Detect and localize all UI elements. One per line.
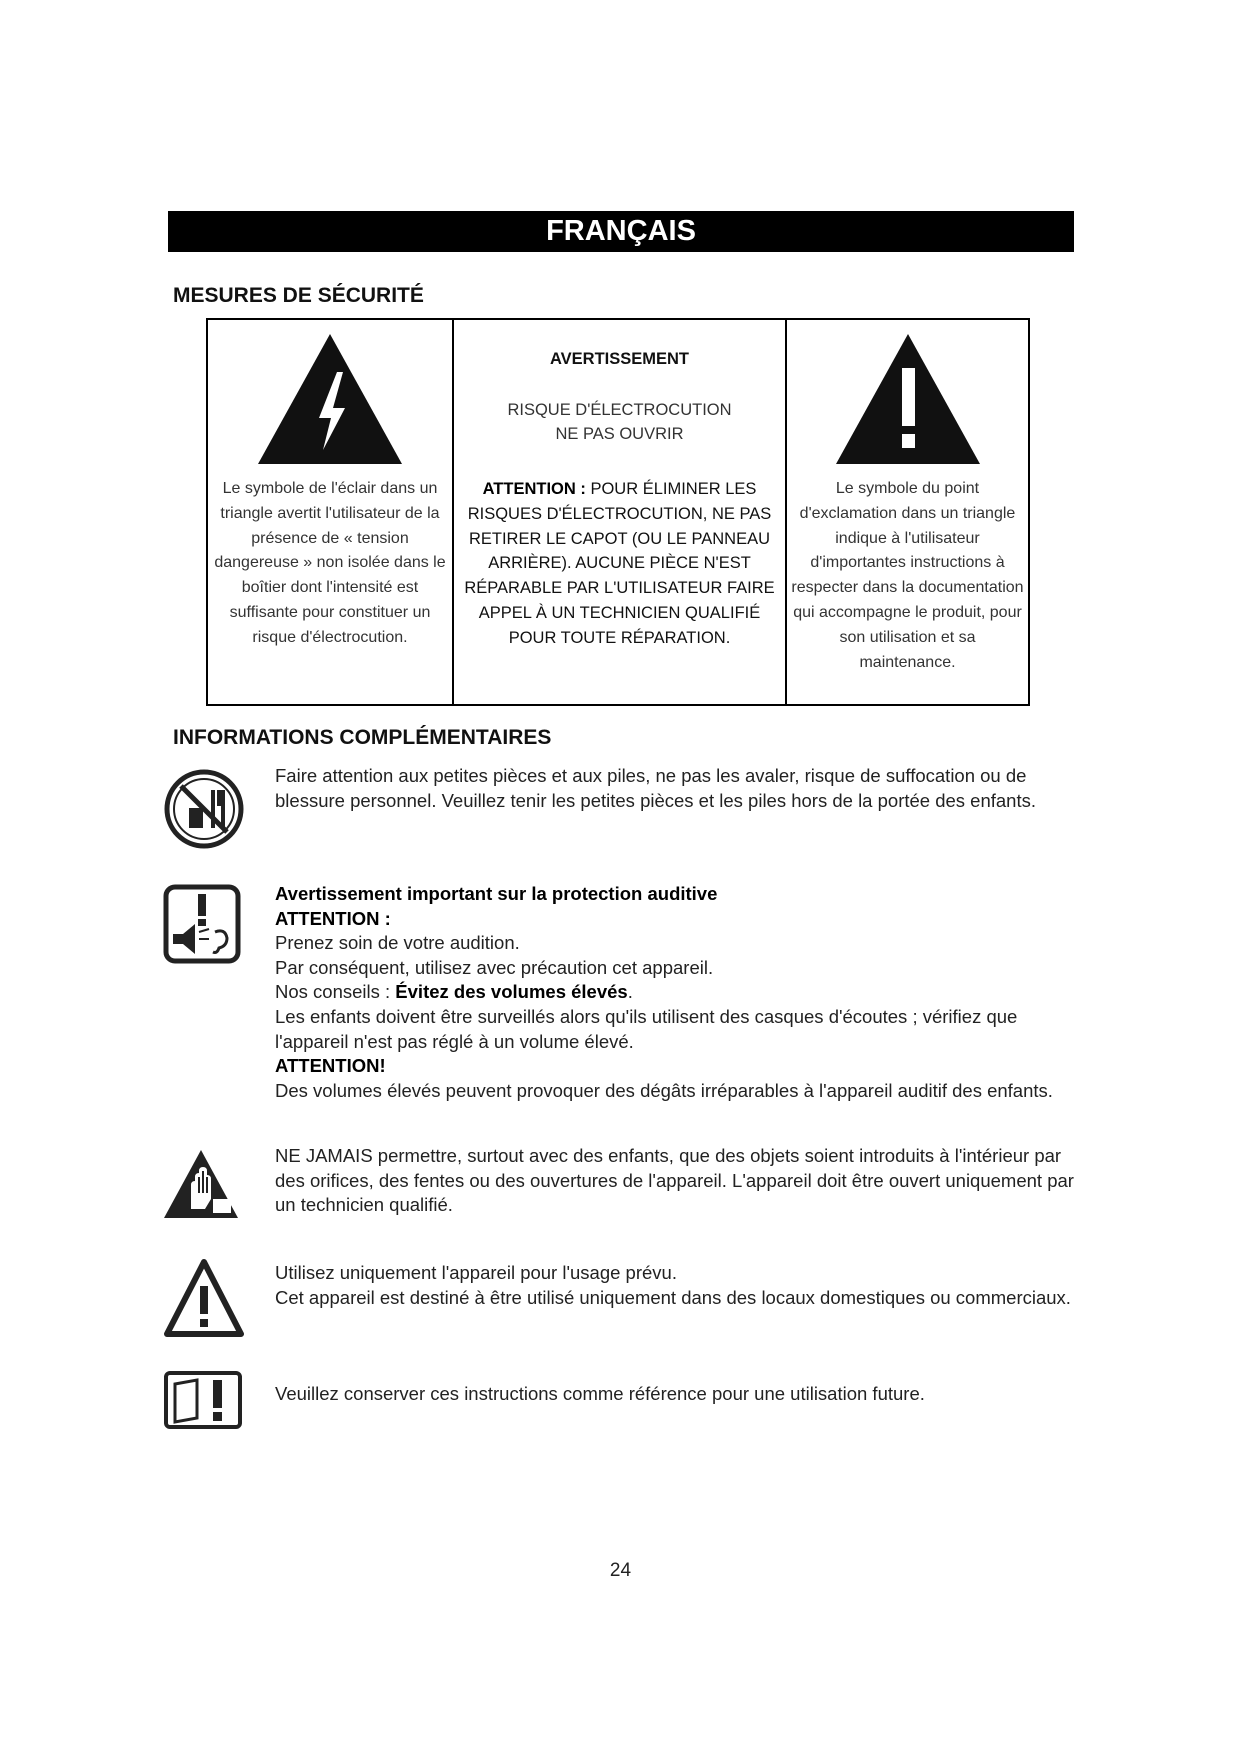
risk-line-2: NE PAS OUVRIR — [555, 425, 684, 443]
advice-suffix: . — [627, 981, 633, 1003]
lightning-description: Le symbole de l'éclair dans un triangle avertit l'utilisateur de la présence de « tension dangereuse » non isolée dans le boîtier dont l'intensité est suffisante pour constituer un risque d'électrocution. — [214, 480, 446, 646]
info-heading: INFORMATIONS COMPLÉMENTAIRES — [173, 726, 552, 749]
small-parts-text: Faire attention aux petites pièces et aux piles, ne pas les avaler, risque de suffocation ou de blessure personnel. Veuillez tenir les petites pièces et les piles hors de la portée des enfants. — [275, 765, 1037, 811]
warning-title: AVERTISSEMENT — [549, 350, 690, 368]
hearing-warning-icon — [163, 884, 241, 964]
hearing-line-1: Prenez soin de votre audition. — [275, 932, 520, 954]
warning-table — [206, 318, 1030, 706]
hearing-line-5: Des volumes élevés peuvent provoquer des dégâts irréparables à l'appareil auditif des enfants. — [275, 1079, 1053, 1101]
hearing-attention-1: ATTENTION : — [275, 907, 391, 929]
usage-line-1: Utilisez uniquement l'appareil pour l'usage prévu. — [275, 1262, 677, 1283]
hearing-line-2: Par conséquent, utilisez avec précaution cet appareil. — [275, 956, 714, 978]
page-number: 24 — [609, 1560, 632, 1581]
risk-text — [454, 398, 785, 446]
objects-text: NE JAMAIS permettre, surtout avec des enfants, que des objets soient introduits à l'intérieur par des orifices, des fentes ou des ouvertures de l'appareil. L'appareil doit être ouvert uniquement par un technicien qualifié. — [275, 1145, 1074, 1216]
hearing-line-4: Les enfants doivent être surveillés alors qu'ils utilisent des casques d'écoutes ; vérifiez que l'appareil n'est pas réglé à un volume élevé. — [275, 1005, 1018, 1052]
exclamation-warning-icon — [833, 328, 983, 468]
lightning-cell — [208, 320, 452, 704]
hearing-advice — [275, 980, 1075, 1005]
manual-icon — [163, 1370, 243, 1430]
security-heading: MESURES DE SÉCURITÉ — [173, 284, 424, 307]
hand-insertion-warning-icon — [161, 1147, 241, 1221]
language-banner: FRANÇAIS — [168, 211, 1074, 252]
attention-text — [456, 477, 783, 651]
exclamation-description: Le symbole du point d'exclamation dans un triangle indique à l'utilisateur d'importantes instructions à respecter dans la documentation qui accompagne le produit, pour son utilisation et sa maintenance. — [791, 480, 1024, 671]
hearing-title: Avertissement important sur la protection auditive — [275, 883, 718, 904]
lightning-warning-icon — [255, 328, 405, 468]
usage-line-2: Cet appareil est destiné à être utilisé uniquement dans des locaux domestiques ou commerciaux. — [275, 1286, 1071, 1308]
keep-instructions-text: Veuillez conserver ces instructions comme référence pour une utilisation future. — [275, 1383, 925, 1404]
attention-body: POUR ÉLIMINER LES RISQUES D'ÉLECTROCUTION, NE PAS RETIRER LE CAPOT (OU LE PANNEAU ARRIÈRE). AUCUNE PIÈCE N'EST RÉPARABLE PAR L'UTILISATEUR FAIRE APPEL À UN TECHNICIEN QUALIFIÉ POUR TOUTE RÉPARATION. — [464, 480, 775, 647]
exclamation-cell — [785, 320, 1028, 704]
warning-cell — [452, 320, 785, 704]
hearing-block — [275, 882, 1075, 1103]
usage-block — [275, 1261, 1075, 1310]
general-warning-icon — [163, 1258, 245, 1338]
hearing-attention-2: ATTENTION! — [275, 1055, 386, 1077]
attention-label: ATTENTION : — [482, 480, 586, 498]
advice-prefix: Nos conseils : — [275, 981, 396, 1003]
no-eating-icon — [163, 768, 245, 850]
advice-bold: Évitez des volumes élevés — [395, 981, 628, 1003]
risk-line-1: RISQUE D'ÉLECTROCUTION — [507, 401, 732, 419]
